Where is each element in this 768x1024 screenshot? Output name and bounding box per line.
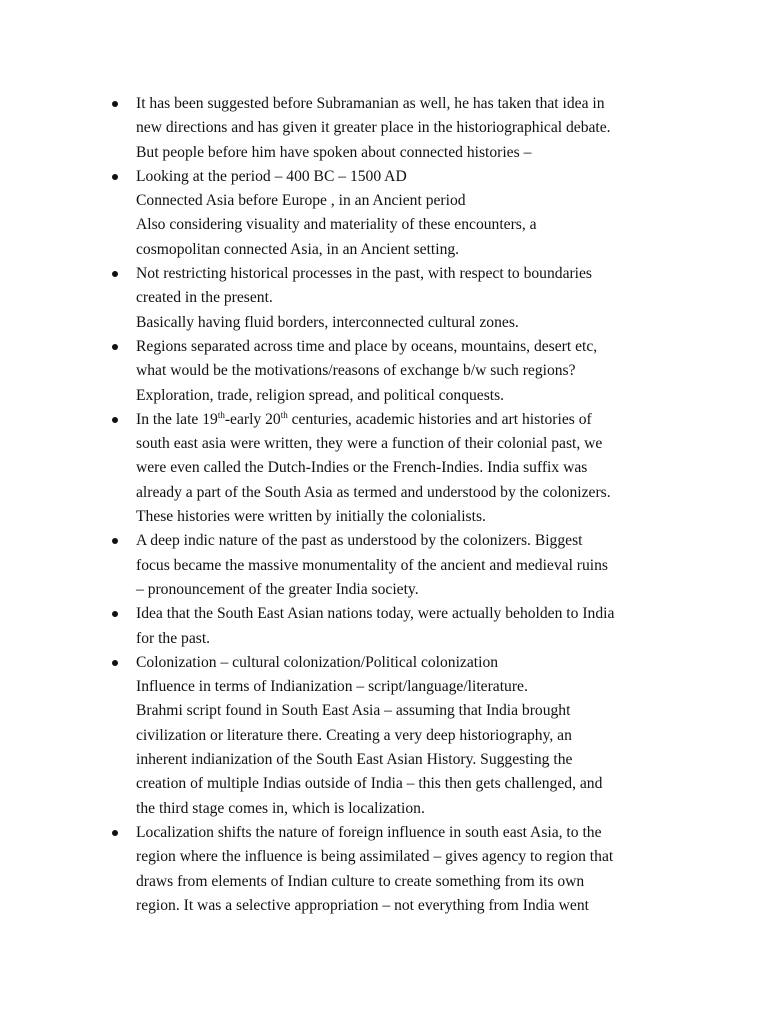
text-line: It has been suggested before Subramanian as well, he has taken that idea in — [136, 95, 605, 112]
text-line: inherent indianization of the South East Asian History. Suggesting the — [136, 751, 573, 769]
superscript: th — [280, 409, 288, 420]
text-line: Basically having fluid borders, interconnected cultural zones. — [136, 313, 519, 331]
bullet-icon — [112, 417, 118, 423]
text-line: region where the influence is being assimilated – gives agency to region that — [136, 848, 614, 866]
text-line: already a part of the South Asia as termed and understood by the colonizers. — [136, 483, 611, 501]
list-item — [108, 92, 688, 165]
text-line: for the past. — [136, 629, 211, 647]
bullet-icon — [112, 101, 118, 107]
text-line: Connected Asia before Europe , in an Ancient period — [136, 192, 466, 210]
text-line: civilization or literature there. Creating a very deep historiography, an — [136, 726, 572, 744]
bullet-icon — [112, 830, 118, 836]
text-line: created in the present. — [136, 289, 273, 307]
text-line — [136, 408, 688, 432]
text-line: focus became the massive monumentality of the ancient and medieval ruins — [136, 556, 608, 574]
text-segment: -early 20 — [224, 410, 281, 428]
text-segment: In the late 19 — [136, 410, 218, 428]
bullet-icon — [112, 660, 118, 666]
text-line: Regions separated across time and place by oceans, mountains, desert etc, — [136, 337, 598, 355]
text-line: were even called the Dutch-Indies or the French-Indies. India suffix was — [136, 459, 588, 477]
list-item — [108, 408, 688, 529]
text-line: the third stage comes in, which is localization. — [136, 799, 425, 817]
text-line: Influence in terms of Indianization – script/language/literature. — [136, 678, 528, 696]
superscript: th — [217, 409, 225, 420]
text-line: south east asia were written, they were a function of their colonial past, we — [136, 435, 603, 453]
text-line: Colonization – cultural colonization/Political colonization — [136, 653, 499, 671]
bullet-icon — [112, 344, 118, 350]
list-item — [108, 602, 688, 651]
bullet-list — [108, 92, 688, 918]
text-line: cosmopolitan connected Asia, in an Ancient setting. — [136, 240, 460, 258]
text-line: creation of multiple Indias outside of India – this then gets challenged, and — [136, 775, 603, 793]
list-item — [108, 262, 688, 335]
list-item — [108, 651, 688, 821]
list-item — [108, 529, 688, 602]
list-item — [108, 165, 688, 262]
bullet-icon — [112, 538, 118, 544]
text-line: Idea that the South East Asian nations today, were actually beholden to India — [136, 605, 615, 623]
bullet-icon — [112, 271, 118, 277]
text-line: Not restricting historical processes in the past, with respect to boundaries — [136, 265, 593, 283]
text-line: Exploration, trade, religion spread, and political conquests. — [136, 386, 505, 404]
text-line: Looking at the period – 400 BC – 1500 AD — [136, 167, 407, 185]
text-line: These histories were written by initially the colonialists. — [136, 508, 486, 526]
bullet-icon — [112, 174, 118, 180]
text-line: what would be the motivations/reasons of exchange b/w such regions? — [136, 362, 576, 380]
text-line: Also considering visuality and materiality of these encounters, a — [136, 216, 537, 234]
list-item — [108, 821, 688, 918]
list-item — [108, 335, 688, 408]
text-line: A deep indic nature of the past as understood by the colonizers. Biggest — [136, 532, 583, 550]
text-line: Localization shifts the nature of foreign influence in south east Asia, to the — [136, 823, 602, 841]
text-line: new directions and has given it greater place in the historiographical debate. — [136, 119, 611, 137]
bullet-icon — [112, 611, 118, 617]
text-line: Brahmi script found in South East Asia – assuming that India brought — [136, 702, 571, 720]
text-line: region. It was a selective appropriation – not everything from India went — [136, 896, 589, 914]
text-line: But people before him have spoken about connected histories – — [136, 143, 532, 161]
text-line: – pronouncement of the greater India society. — [136, 580, 419, 598]
text-segment: centuries, academic histories and art histories of — [287, 410, 592, 428]
text-line: draws from elements of Indian culture to create something from its own — [136, 872, 585, 890]
